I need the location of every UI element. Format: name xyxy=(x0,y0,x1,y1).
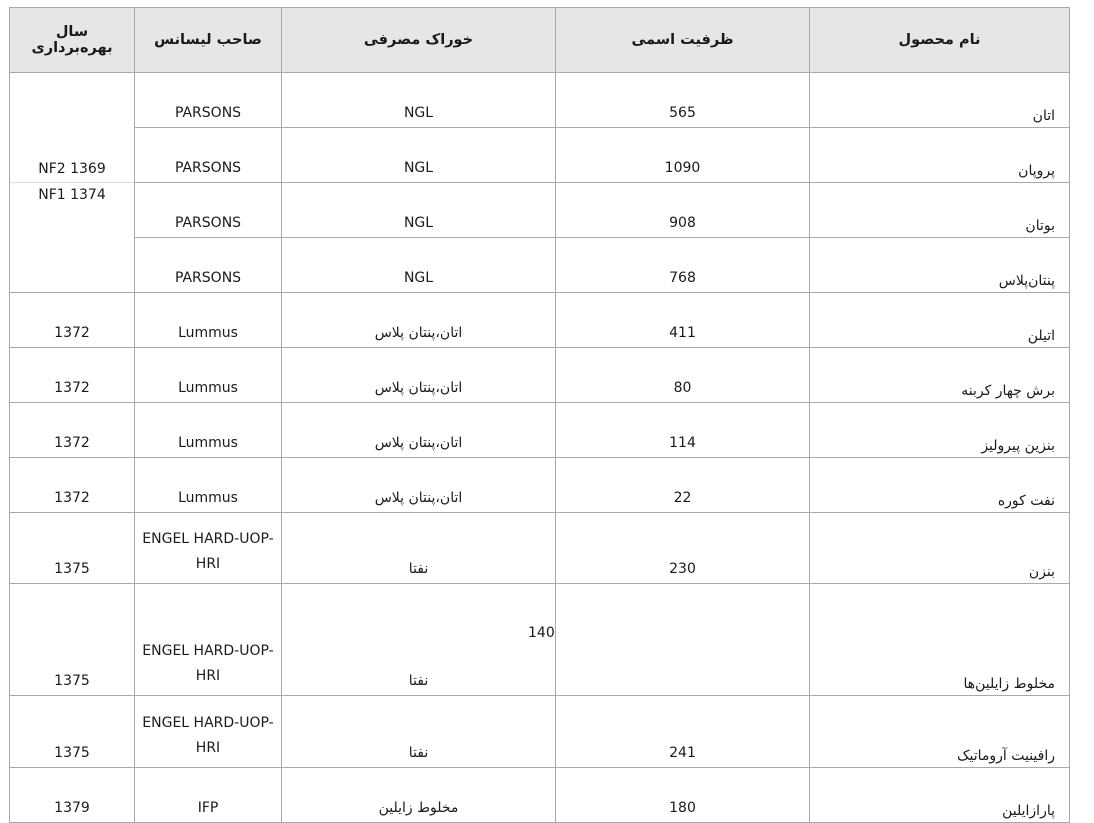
cell-capacity xyxy=(528,584,810,696)
table-row xyxy=(10,458,1070,513)
cell-licensor: Lummus xyxy=(135,293,282,348)
header-row xyxy=(10,8,1070,73)
product-table xyxy=(9,7,1070,823)
cell-licensor: PARSONS xyxy=(135,238,282,293)
table-row xyxy=(10,584,1070,696)
cell-feed: نفتا xyxy=(282,696,556,768)
cell-capacity: 114 xyxy=(556,403,810,458)
cell-feed: NGL xyxy=(282,238,556,293)
header-year: سال بهره‌برداری xyxy=(10,8,135,73)
cell-product: رافینیت آروماتیک xyxy=(810,696,1070,768)
table-row xyxy=(10,696,1070,768)
cell-year: 1372 xyxy=(10,403,135,458)
table-row xyxy=(10,403,1070,458)
table-row xyxy=(10,73,1070,128)
cell-capacity: 908 xyxy=(556,183,810,238)
cell-year: 1375 xyxy=(10,513,135,584)
table-row xyxy=(10,238,1070,293)
cell-feed: NGL xyxy=(282,73,556,128)
cell-product: پروپان xyxy=(810,128,1070,183)
cell-feed: اتان،پنتان پلاس xyxy=(282,348,556,403)
product-table-wrapper xyxy=(9,7,1069,823)
cell-licensor: PARSONS xyxy=(135,128,282,183)
cell-year: 1379 xyxy=(10,768,135,823)
cell-year: 1372 xyxy=(10,348,135,403)
cell-feed: اتان،پنتان پلاس xyxy=(282,293,556,348)
table-row xyxy=(10,768,1070,823)
cell-capacity: 80 xyxy=(556,348,810,403)
cell-feed: اتان،پنتان پلاس xyxy=(282,403,556,458)
cell-year-group xyxy=(10,73,135,293)
cell-capacity: 768 xyxy=(556,238,810,293)
cell-capacity: 411 xyxy=(556,293,810,348)
cell-capacity: 180 xyxy=(556,768,810,823)
cell-capacity-value: 140 xyxy=(528,624,555,641)
cell-licensor: ENGEL HARD-UOP-HRI xyxy=(135,513,282,584)
table-row xyxy=(10,348,1070,403)
cell-product: نفت کوره xyxy=(810,458,1070,513)
cell-feed: NGL xyxy=(282,128,556,183)
table-row xyxy=(10,183,1070,238)
cell-product: بنزن xyxy=(810,513,1070,584)
header-feed: خوراک مصرفی xyxy=(282,8,556,73)
table-row xyxy=(10,293,1070,348)
cell-product: برش چهار کربنه xyxy=(810,348,1070,403)
table-row xyxy=(10,128,1070,183)
cell-licensor: Lummus xyxy=(135,403,282,458)
cell-capacity: 1090 xyxy=(556,128,810,183)
cell-licensor: PARSONS xyxy=(135,183,282,238)
cell-product: پنتان‌پلاس xyxy=(810,238,1070,293)
cell-year: 1372 xyxy=(10,293,135,348)
cell-feed: اتان،پنتان پلاس xyxy=(282,458,556,513)
header-product: نام محصول xyxy=(810,8,1070,73)
year-line-nf2: NF2 1369 xyxy=(38,161,106,177)
cell-licensor: Lummus xyxy=(135,458,282,513)
cell-capacity: 230 xyxy=(556,513,810,584)
cell-feed: نفتا xyxy=(282,513,556,584)
header-capacity: ظرفیت اسمی xyxy=(556,8,810,73)
cell-capacity: 565 xyxy=(556,73,810,128)
cell-feed: نفتا xyxy=(282,584,556,696)
cell-capacity: 241 xyxy=(556,696,810,768)
cell-capacity: 22 xyxy=(556,458,810,513)
cell-licensor: PARSONS xyxy=(135,73,282,128)
cell-year: 1372 xyxy=(10,458,135,513)
cell-product: اتان xyxy=(810,73,1070,128)
cell-product: بوتان xyxy=(810,183,1070,238)
cell-feed: مخلوط زایلین xyxy=(282,768,556,823)
cell-feed: NGL xyxy=(282,183,556,238)
cell-licensor: IFP xyxy=(135,768,282,823)
cell-product: مخلوط زایلین‌ها xyxy=(810,584,1070,696)
cell-year: 1375 xyxy=(10,696,135,768)
cell-product: پارازایلین xyxy=(810,768,1070,823)
table-row xyxy=(10,513,1070,584)
cell-licensor: ENGEL HARD-UOP-HRI xyxy=(135,696,282,768)
header-licensor: صاحب لیسانس xyxy=(135,8,282,73)
year-line-nf1: NF1 1374 xyxy=(10,182,134,208)
cell-licensor: ENGEL HARD-UOP-HRI xyxy=(135,584,282,696)
cell-product: بنزین پیرولیز xyxy=(810,403,1070,458)
cell-product: اتیلن xyxy=(810,293,1070,348)
cell-year: 1375 xyxy=(10,584,135,696)
cell-licensor: Lummus xyxy=(135,348,282,403)
